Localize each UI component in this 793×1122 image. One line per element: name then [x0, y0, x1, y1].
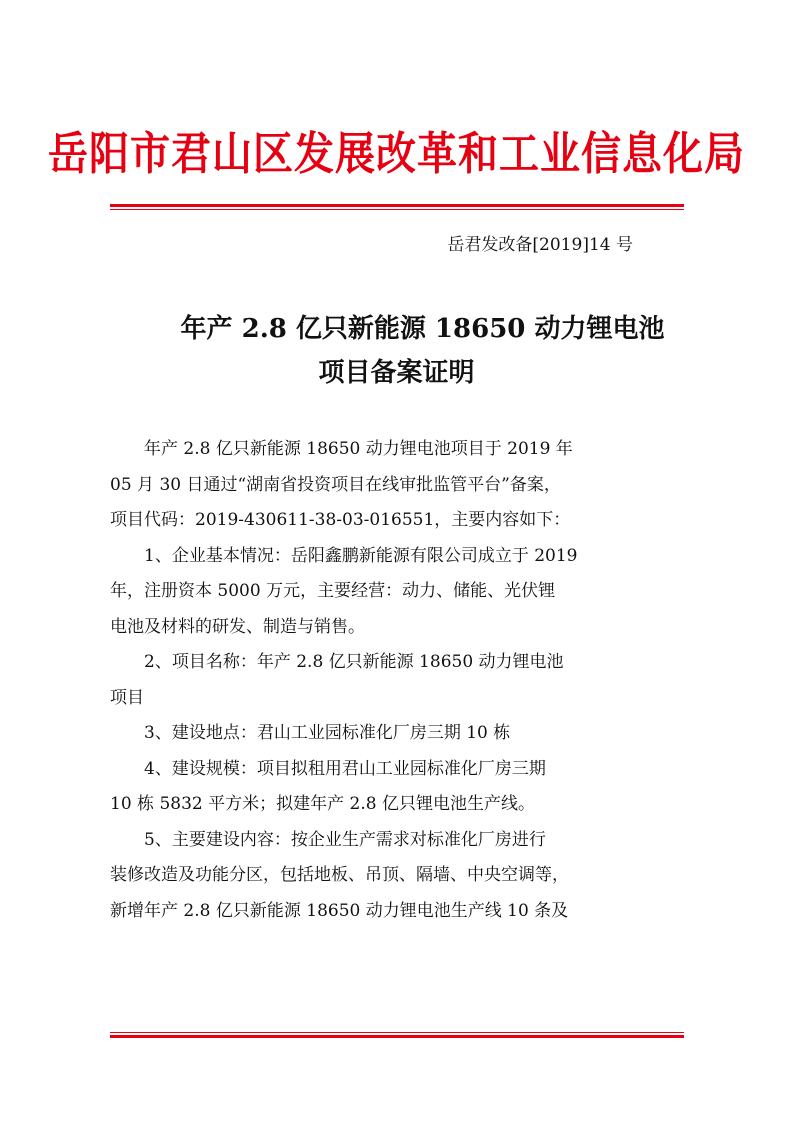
intro-paragraph [110, 432, 685, 539]
document-title-line2: 项目备案证明 [318, 358, 475, 388]
body-line: 05 月 30 日通过“湖南省投资项目在线审批监管平台”备案， [110, 474, 561, 495]
body-line: 年产 2.8 亿只新能源 18650 动力锂电池项目于 2019 年 [144, 439, 573, 459]
item-project-name [110, 645, 685, 716]
item-company-info [110, 539, 685, 646]
body-line: 年，注册资本 5000 万元，主要经营：动力、储能、光伏锂 [110, 581, 556, 601]
footer-rule-thin [110, 1032, 684, 1033]
body-line: 2、项目名称：年产 2.8 亿只新能源 18650 动力锂电池 [144, 652, 564, 672]
item-construction-content [110, 823, 685, 930]
body-line: 1、企业基本情况：岳阳鑫鹏新能源有限公司成立于 2019 [144, 545, 578, 566]
masthead-rule-thick [110, 204, 684, 207]
body-line: 4、建设规模：项目拟租用君山工业园标准化厂房三期 [144, 758, 546, 779]
document-title-line1: 年产 2.8 亿只新能源 18650 动力锂电池 [180, 314, 665, 344]
item-location [110, 716, 685, 752]
item-scale [110, 752, 685, 823]
body-line: 项目代码：2019-430611-38-03-016551，主要内容如下： [110, 510, 571, 530]
masthead-rule-thin [110, 209, 684, 210]
body-line: 3、建设地点：君山工业园标准化厂房三期 10 栋 [144, 723, 511, 743]
body-line: 项目 [110, 687, 144, 708]
body-line: 10 栋 5832 平方米；拟建年产 2.8 亿只锂电池生产线。 [110, 794, 535, 814]
body-line: 新增年产 2.8 亿只新能源 18650 动力锂电池生产线 10 条及 [110, 900, 569, 921]
document-number: 岳君发改备[2019]14 号 [447, 235, 633, 255]
body-line: 装修改造及功能分区，包括地板、吊顶、隔墙、中央空调等， [110, 865, 569, 885]
document-body [110, 432, 685, 929]
body-line: 5、主要建设内容：按企业生产需求对标准化厂房进行 [144, 829, 546, 850]
body-line: 电池及材料的研发、制造与销售。 [110, 616, 365, 637]
masthead: 岳阳市君山区发展改革和工业信息化局 [48, 128, 745, 181]
footer-rule-thick [110, 1035, 684, 1038]
